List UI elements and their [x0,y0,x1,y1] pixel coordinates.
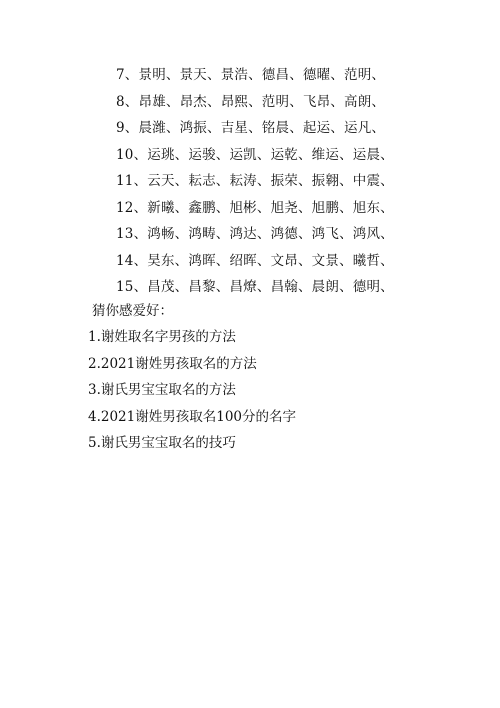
name-line-12: 12、新曦、鑫鹏、旭彬、旭尧、旭鹏、旭东、 [116,199,394,216]
name-line-13: 13、鸿畅、鸿畴、鸿达、鸿德、鸿飞、鸿风、 [116,226,394,242]
name-line-15: 15、昌茂、昌黎、昌燎、昌翰、晨朗、德明、 [116,279,394,295]
name-line-7: 7、景明、景天、景浩、德昌、德曜、范明、 [116,67,386,83]
name-line-8: 8、昂雄、昂杰、昂熙、范明、飞昂、高朗、 [116,93,386,110]
guess-you-like-heading: 猜你感爱好： [92,303,173,319]
related-link-2[interactable]: 2.2021谢姓男孩取名的方法 [88,355,257,372]
name-line-14: 14、昊东、鸿晖、绍晖、文昂、文景、曦哲、 [116,252,394,269]
related-link-3[interactable]: 3.谢氏男宝宝取名的方法 [88,382,236,398]
related-link-5[interactable]: 5.谢氏男宝宝取名的技巧 [88,435,236,451]
related-link-4[interactable]: 4.2021谢姓男孩取名100分的名字 [88,408,297,425]
name-line-10: 10、运珧、运骏、运凯、运乾、维运、运晨、 [116,146,394,163]
name-line-9: 9、晨潍、鸿振、吉星、铭晨、起运、运凡、 [116,120,386,136]
name-list [116,62,496,301]
related-link-1[interactable]: 1.谢姓取名字男孩的方法 [88,329,236,345]
related-articles-list [88,324,488,457]
name-line-11: 11、云天、耘志、耘涛、振荣、振翱、中震、 [116,173,394,189]
